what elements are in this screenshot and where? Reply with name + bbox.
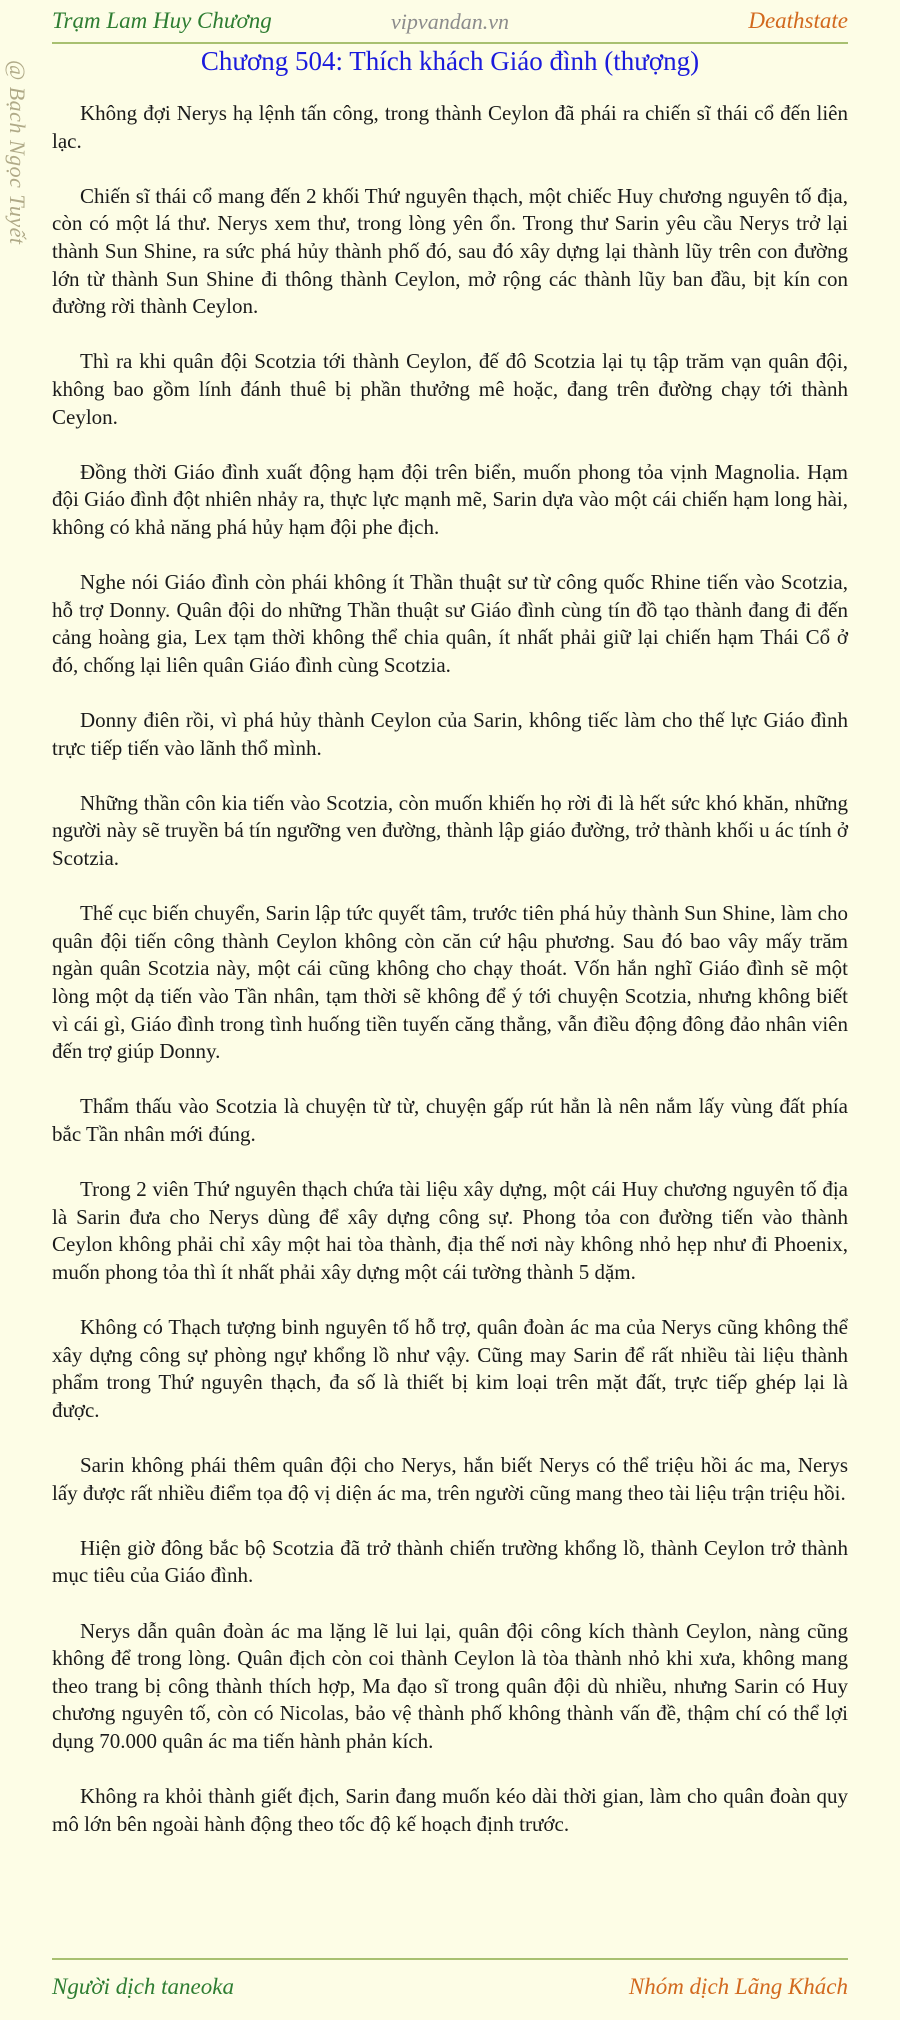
paragraph: Donny điên rồi, vì phá hủy thành Ceylon của Sarin, không tiếc làm cho thế lực Giáo đình trực tiếp tiến vào lãnh thổ mình. — [52, 708, 848, 760]
paragraph: Đồng thời Giáo đình xuất động hạm đội trên biển, muốn phong tỏa vịnh Magnolia. Hạm đội Giáo đình đột nhiên nhảy ra, thực lực mạnh mẽ, Sarin dựa vào một cái chiến hạm long hài, không có khả năng phá hủy hạm đội phe địch. — [52, 459, 848, 539]
paragraph: Thẩm thấu vào Scotzia là chuyện từ từ, chuyện gấp rút hẳn là nên nắm lấy vùng đất phía bắc Tần nhân mới đúng. — [52, 1094, 848, 1146]
paragraph: Chiến sĩ thái cổ mang đến 2 khối Thứ nguyên thạch, một chiếc Huy chương nguyên tố địa, còn có một lá thư. Nerys xem thư, trong lòng yên ổn. Trong thư Sarin yêu cầu Nerys trở lại thành Sun Shine, ra sức phá hủy thành phố đó, sau đó xây dựng lại thành lũy trên con đường lớn từ thành Sun Shine đi thông thành Ceylon, mở rộng các thành lũy ban đầu, bịt kín con đường rời thành Ceylon. — [52, 183, 848, 319]
paragraph: Không đợi Nerys hạ lệnh tấn công, trong thành Ceylon đã phái ra chiến sĩ thái cổ đến liên lạc. — [52, 101, 848, 153]
side-watermark-text: @ Bạch Ngọc Tuyết — [5, 60, 30, 245]
paragraph: Hiện giờ đông bắc bộ Scotzia đã trở thành chiến trường khổng lồ, thành Ceylon trở thành mục tiêu của Giáo đình. — [52, 1535, 848, 1588]
paragraph: Thế cục biến chuyển, Sarin lập tức quyết tâm, trước tiên phá hủy thành Sun Shine, làm cho quân đội tiến công thành Ceylon không còn căn cứ hậu phương. Sau đó bao vây mấy trăm ngàn quân Scotzia này, một cái cũng không cho chạy thoát. Vốn hắn nghĩ Giáo đình sẽ một lòng một dạ tiến vào Tần nhân, tạm thời sẽ không để ý tới chuyện Scotzia, nhưng không biết vì cái gì, Giáo đình trong tình huống tiền tuyến căng thẳng, vẫn điều động đông đảo nhân viên đến trợ giúp Donny. — [52, 901, 848, 1064]
page-header — [52, 8, 848, 38]
chapter-title: Chương 504: Thích khách Giáo đình (thượng) — [200, 46, 700, 76]
paragraph: Trong 2 viên Thứ nguyên thạch chứa tài liệu xây dựng, một cái Huy chương nguyên tố địa là Sarin đưa cho Nerys dùng để xây dựng công sự. Phong tỏa con đường tiến vào thành Ceylon không phải chỉ xây một hai tòa thành, địa thế nơi này không nhỏ hẹp như đi Phoenix, muốn phong tỏa thì ít nhất phải xây dựng một cái tường thành 5 dặm. — [52, 1177, 848, 1284]
header-author: Deathstate — [748, 8, 848, 33]
paragraph: Nerys dẫn quân đoàn ác ma lặng lẽ lui lại, quân đội công kích thành Ceylon, nàng cũng không để trong lòng. Quân địch còn coi thành Ceylon là tòa thành nhỏ khi xưa, không mang theo trang bị công thành thích hợp, Ma đạo sĩ trong quân đội dù nhiều, nhưng Sarin có Huy chương nguyên tố, còn có Nicolas, bảo vệ thành phố không thành vấn đề, thậm chí có thể lợi dụng 70.000 quân ác ma tiến hành phản kích. — [52, 1618, 848, 1754]
paragraph: Không có Thạch tượng binh nguyên tố hỗ trợ, quân đoàn ác ma của Nerys cũng không thể xây dựng công sự phòng ngự khổng lồ như vậy. Cũng may Sarin để rất nhiều tài liệu thành phẩm trong Thứ nguyên thạch, đa số là thiết bị kim loại trên mặt đất, trực tiếp ghép lại là được. — [52, 1315, 848, 1422]
paragraph: Sarin không phái thêm quân đội cho Nerys, hắn biết Nerys có thể triệu hồi ác ma, Nerys lấy được rất nhiều điểm tọa độ vị diện ác ma, trên người cũng mang theo tài liệu trận triệu hồi. — [52, 1453, 848, 1505]
paragraph: Thì ra khi quân đội Scotzia tới thành Ceylon, đế đô Scotzia lại tụ tập trăm vạn quân đội, không bao gồm lính đánh thuê bị phần thưởng mê hoặc, đang trên đường chạy tới thành Ceylon. — [52, 349, 848, 429]
chapter-body — [52, 100, 848, 1866]
page-footer — [52, 1974, 848, 2004]
side-watermark — [4, 60, 44, 280]
header-website: vipvandan.vn — [391, 9, 509, 34]
header-site-name: Trạm Lam Huy Chương — [52, 8, 272, 33]
paragraph: Không ra khỏi thành giết địch, Sarin đang muốn kéo dài thời gian, làm cho quân đoàn quy mô lớn bên ngoài hành động theo tốc độ kế hoạch định trước. — [52, 1784, 848, 1836]
footer-translator: Người dịch taneoka — [52, 1974, 234, 1999]
paragraph: Nghe nói Giáo đình còn phái không ít Thần thuật sư từ công quốc Rhine tiến vào Scotzia, hỗ trợ Donny. Quân đội do những Thần thuật sư Giáo đình cùng tín đồ tạo thành đang đi đến cảng hoàng gia, Lex tạm thời không thể chia quân, ít nhất phải giữ lại chiến hạm Thái Cổ ở đó, chống lại liên quân Giáo đình cùng Scotzia. — [52, 570, 848, 677]
footer-divider — [52, 1958, 848, 1960]
paragraph: Những thần côn kia tiến vào Scotzia, còn muốn khiến họ rời đi là hết sức khó khăn, những người này sẽ truyền bá tín ngưỡng ven đường, thành lập giáo đường, trở thành khối u ác tính ở Scotzia. — [52, 790, 848, 871]
footer-group: Nhóm dịch Lãng Khách — [628, 1974, 848, 1999]
header-divider — [52, 42, 848, 44]
